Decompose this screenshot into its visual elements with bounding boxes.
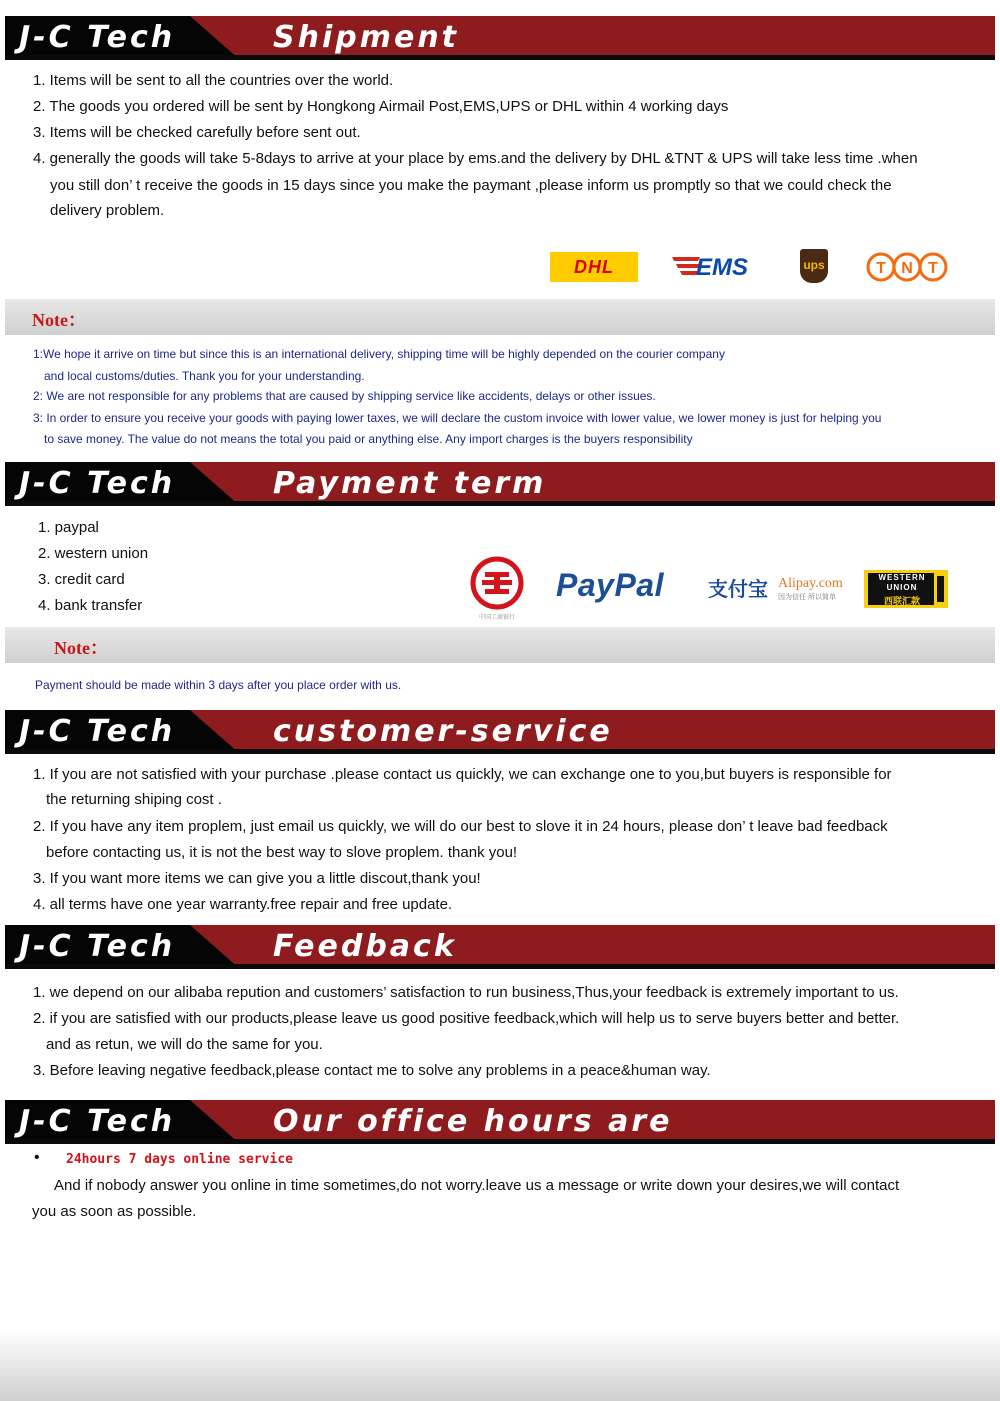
ups-logo	[800, 249, 828, 283]
shipment-note-band	[5, 299, 995, 335]
service-line-4: 4. all terms have one year warranty.free repair and free update.	[33, 896, 453, 913]
payment-method-2: 2. western union	[38, 545, 149, 562]
feedback-line-3: 3. Before leaving negative feedback,please contact me to solve any problems in a peace&human way.	[33, 1062, 711, 1079]
office-text-1: And if nobody answer you online in time sometimes,do not worry.leave us a message or write down your desires,we will contact	[54, 1177, 900, 1194]
header-underline	[5, 749, 995, 754]
alipay-text: Alipay.com	[778, 576, 843, 591]
ems-logo-text: EMS	[696, 254, 749, 281]
alipay-cn-text: 支付宝	[708, 577, 768, 601]
western-union-logo	[864, 570, 948, 608]
customer-service-header	[5, 710, 995, 754]
alipay-logo	[708, 571, 848, 605]
bullet-dot: •	[34, 1149, 40, 1166]
ems-logo	[672, 252, 762, 282]
section-title-feedback: Feedback	[273, 929, 457, 964]
brand-logo-text: J-C Tech	[19, 466, 176, 501]
feedback-line-2: 2. if you are satisfied with our products,please leave us good positive feedback,which will help us to serve buyers better and better.	[33, 1010, 900, 1027]
paypal-logo: PayPal	[556, 567, 664, 603]
icbc-emblem-icon	[470, 556, 524, 610]
payment-header	[5, 462, 995, 506]
shipment-note-1: 1:We hope it arrive on time but since this is an international delivery, shipping time will be highly depended on the courier company	[33, 347, 725, 361]
payment-note-band	[5, 627, 995, 663]
brand-logo-text: J-C Tech	[19, 929, 176, 964]
shipment-note-1-cont: and local customs/duties. Thank you for your understanding.	[44, 369, 365, 383]
section-title-shipment: Shipment	[273, 20, 460, 55]
shipment-header	[5, 16, 995, 60]
shipment-line-4: 4. generally the goods will take 5-8days to arrive at your place by ems.and the delivery by DHL &TNT & UPS will take less time .when	[33, 150, 918, 167]
payment-method-1: 1. paypal	[38, 519, 99, 536]
header-underline	[5, 964, 995, 969]
office-text-2: you as soon as possible.	[32, 1203, 197, 1220]
shipment-line-4-cont: you still don’ t receive the goods in 15 days since you make the paymant ,please inform us promptly so that we could check the	[50, 177, 892, 194]
section-title-customer-service: customer-service	[273, 714, 613, 749]
icbc-bank-logo	[470, 556, 524, 622]
shipment-note-2: 2: We are not responsible for any problems that are caused by shipping service like accidents, delays or other issues.	[33, 389, 656, 403]
service-line-2: 2. If you have any item proplem, just email us quickly, we will do our best to slove it in 24 hours, please don’ t leave bad feedback	[33, 818, 888, 835]
office-hours-highlight: 24hours 7 days online service	[66, 1152, 293, 1167]
wu-bar-mark	[937, 576, 944, 602]
wu-text-1: WESTERN	[878, 573, 926, 582]
header-underline	[5, 1139, 995, 1144]
shipment-note-3: 3: In order to ensure you receive your goods with paying lower taxes, we will declare the custom invoice with lower value, we lower money is just for helping you	[33, 411, 882, 425]
service-line-2-cont: before contacting us, it is not the best way to slove proplem. thank you!	[46, 844, 518, 861]
feedback-line-2-cont: and as retun, we will do the same for you.	[46, 1036, 323, 1053]
service-line-3: 3. If you want more items we can give you a little discout,thank you!	[33, 870, 481, 887]
dhl-logo-text: DHL	[574, 257, 614, 277]
tnt-circles-icon	[866, 252, 948, 282]
payment-note-label: Note：	[54, 638, 108, 658]
feedback-header	[5, 925, 995, 969]
svg-text:T: T	[928, 260, 938, 277]
brand-logo-text: J-C Tech	[19, 1104, 176, 1139]
ups-logo-text: ups	[803, 258, 825, 272]
header-underline	[5, 501, 995, 506]
footer-gradient	[0, 1330, 1000, 1401]
alipay-tagline: 因为信任 所以简单	[778, 594, 836, 601]
section-title-office-hours: Our office hours are	[273, 1104, 673, 1139]
service-line-1: 1. If you are not satisfied with your purchase .please contact us quickly, we can exchange one to you,but buyers is responsible for	[33, 766, 892, 783]
header-underline	[5, 55, 995, 60]
shipment-note-3-cont: to save money. The value do not means the total you paid or anything else. Any import charges is the buyers responsibility	[44, 432, 693, 446]
shipment-line-4-end: delivery problem.	[50, 202, 165, 219]
feedback-line-1: 1. we depend on our alibaba repution and customers’ satisfaction to run business,Thus,your feedback is extremely important to us.	[33, 984, 899, 1001]
dhl-logo	[550, 252, 638, 282]
tnt-logo	[866, 252, 948, 282]
payment-note-text: Payment should be made within 3 days after you place order with us.	[35, 678, 402, 692]
payment-method-4: 4. bank transfer	[38, 597, 143, 614]
office-hours-header	[5, 1100, 995, 1144]
svg-text:N: N	[901, 260, 913, 277]
section-title-payment: Payment term	[273, 466, 547, 501]
icbc-caption: 中国工商银行	[478, 615, 515, 621]
wu-text-3: 西联汇款	[883, 596, 920, 606]
brand-logo-text: J-C Tech	[19, 714, 176, 749]
shipment-line-2: 2. The goods you ordered will be sent by Hongkong Airmail Post,EMS,UPS or DHL within 4 working days	[33, 98, 729, 115]
payment-method-3: 3. credit card	[38, 571, 125, 588]
wu-text-2: UNION	[886, 583, 918, 592]
brand-logo-text: J-C Tech	[19, 20, 176, 55]
shipment-note-label: Note：	[32, 310, 86, 330]
shipment-line-1: 1. Items will be sent to all the countries over the world.	[33, 72, 394, 89]
shipment-line-3: 3. Items will be checked carefully before sent out.	[33, 124, 361, 141]
service-line-1-cont: the returning shiping cost .	[46, 791, 222, 808]
svg-text:T: T	[876, 260, 886, 277]
